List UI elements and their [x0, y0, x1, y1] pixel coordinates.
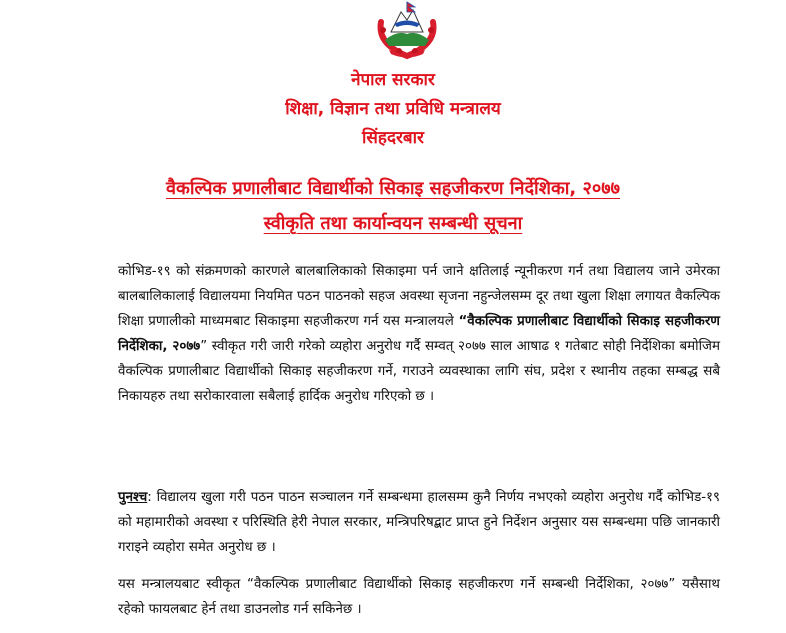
notice-title-line2 [0, 207, 786, 241]
paragraph-postscript [118, 485, 720, 560]
notice-title-line1 [0, 172, 786, 206]
postscript-label: पुनश्च [118, 490, 148, 505]
location-name: सिंहदरबार [362, 128, 424, 148]
guideline-name: “वैकल्पिक प्रणालीबाट विद्यार्थीको सिकाइ सहजीकरण निर्देशिका, २०७७ [118, 314, 720, 354]
notice-title-line2-text: स्वीकृति तथा कार्यान्वयन सम्बन्धी सूचना [263, 213, 523, 234]
ministry-name: शिक्षा, विज्ञान तथा प्रविधि मन्त्रालय [285, 99, 501, 119]
nepal-emblem-icon [367, 0, 447, 60]
postscript-text: : विद्यालय खुला गरी पठन पाठन सञ्चालन गर्ने सम्बन्धमा हालसम्म कुनै निर्णय नभएको व्यहोरा अनुरोध गर्दै कोभिड-१९ को महामारीको अवस्था र परिस्थिति हेरी नेपाल सरकार, मन्त्रिपरिषद्बाट प्राप्त हुने निर्देशन अनुसार यस सम्बन्धमा पछि जानकारी गराइने व्यहोरा समेत अनुरोध छ । [118, 490, 720, 555]
government-name: नेपाल सरकार [351, 70, 435, 90]
paragraph-main-rest: ” स्वीकृत गरी जारी गरेको व्यहोरा अनुरोध गर्दै सम्वत् २०७७ साल आषाढ १ गतेबाट सोही निर्देशिका बमोजिम वैकल्पिक प्रणालीबाट विद्यार्थीको सिकाइ सहजीकरण गर्ने, गराउने व्यवस्थाका लागि संघ, प्रदेश र स्थानीय तहका सम्बद्ध सबै निकायहरु तथा सरोकारवाला सबैलाई हार्दिक अनुरोध गरिएको छ । [118, 339, 721, 404]
notice-title-line1-text: वैकल्पिक प्रणालीबाट विद्यार्थीको सिकाइ सहजीकरण निर्देशिका, २०७७ [166, 178, 620, 199]
paragraph-download [118, 572, 720, 622]
download-text: यस मन्त्रालयबाट स्वीकृत “वैकल्पिक प्रणालीबाट विद्यार्थीको सिकाइ सहजीकरण गर्ने सम्बन्धी निर्देशिका, २०७७” यसैसाथ रहेको फायलबाट हेर्न तथा डाउनलोड गर्न सकिनेछ । [118, 577, 720, 617]
paragraph-main [118, 259, 720, 409]
paragraph-main-intro: कोभिड-१९ को संक्रमणको कारणले बालबालिकाको सिकाइमा पर्न जाने क्षतिलाई न्यूनीकरण गर्न तथा विद्यालय जाने उमेरका बालबालिकालाई विद्यालयमा नियमित पठन पाठनको सहज अवस्था सृजना नहुन्जेलसम्म दूर तथा खुला शिक्षा लगायत वैकल्पिक शिक्षा प्रणालीको माध्यमबाट सिकाइमा सहजीकरण गर्न यस मन्त्रालयले [118, 264, 720, 329]
